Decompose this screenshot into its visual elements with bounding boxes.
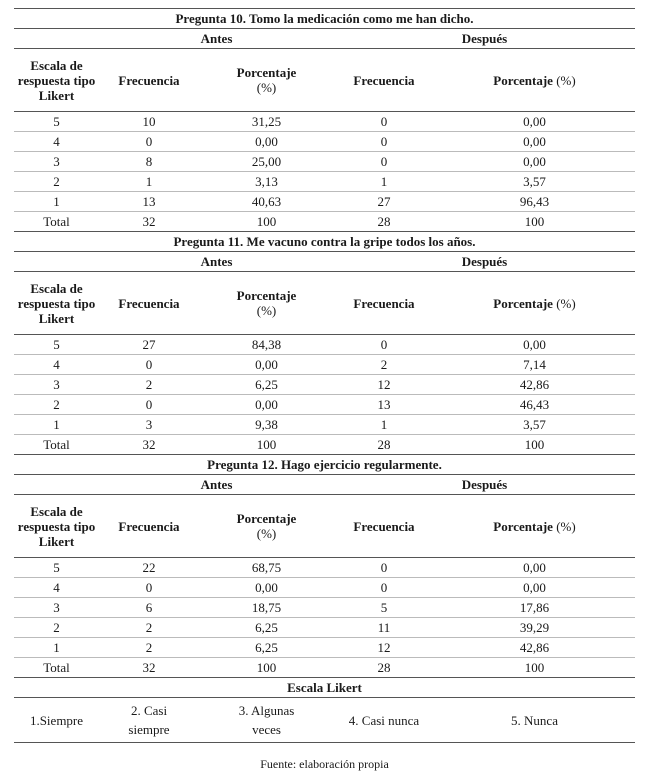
table-row [14, 335, 635, 355]
porcentaje-antes: 18,75 [199, 598, 334, 618]
likert-scale-header-line: respuesta tipo [17, 518, 96, 534]
period-header-row [14, 252, 635, 272]
likert-scale-header-line: Likert [38, 310, 75, 326]
porcentaje-antes-header [199, 49, 334, 112]
likert-scale-header-line: Escala de [30, 57, 83, 73]
likert-scale-header [14, 272, 99, 335]
likert-scale-header [14, 495, 99, 558]
table-row [14, 415, 635, 435]
scale-value: 3 [14, 152, 99, 172]
results-table-body [14, 9, 635, 743]
porcentaje-antes: 0,00 [199, 578, 334, 598]
total-label: Total [14, 212, 99, 232]
table-row [14, 375, 635, 395]
table-row [14, 638, 635, 658]
porcentaje-despues: 42,86 [434, 375, 635, 395]
total-label: Total [14, 435, 99, 455]
frecuencia-antes-header: Frecuencia [99, 49, 199, 112]
source-note: Fuente: elaboración propia [260, 757, 389, 771]
frecuencia-despues: 13 [334, 395, 434, 415]
frecuencia-despues: 0 [334, 132, 434, 152]
porcentaje-antes: 0,00 [199, 395, 334, 415]
scale-value: 5 [14, 558, 99, 578]
scale-value: 4 [14, 132, 99, 152]
frecuencia-despues-header: Frecuencia [334, 272, 434, 335]
likert-scale-header-line: Likert [38, 87, 75, 103]
porcentaje-label: Porcentaje [236, 65, 297, 80]
porcentaje-despues: 7,14 [434, 355, 635, 375]
porcentaje-despues: 39,29 [434, 618, 635, 638]
period-header-row [14, 29, 635, 49]
likert-option-text: 2. Casi [130, 703, 168, 718]
question-title-row [14, 455, 635, 475]
likert-option-text: 5. Nunca [511, 712, 558, 728]
table-row [14, 598, 635, 618]
likert-option [334, 698, 434, 743]
frecuencia-despues: 0 [334, 112, 434, 132]
table-row [14, 578, 635, 598]
porcentaje-despues: 3,57 [434, 415, 635, 435]
porcentaje-antes: 0,00 [199, 132, 334, 152]
likert-scale-header [14, 49, 99, 112]
porcentaje-antes: 25,00 [199, 152, 334, 172]
porcentaje-despues: 100 [434, 435, 635, 455]
porcentaje-despues: 0,00 [434, 132, 635, 152]
porcentaje-despues: 3,57 [434, 172, 635, 192]
column-header-row [14, 272, 635, 335]
scale-value: 5 [14, 335, 99, 355]
frecuencia-antes: 10 [99, 112, 199, 132]
results-table [14, 8, 635, 743]
porcentaje-unit: (%) [256, 526, 277, 541]
porcentaje-antes: 9,38 [199, 415, 334, 435]
period-header-row [14, 475, 635, 495]
porcentaje-despues: 0,00 [434, 578, 635, 598]
table-row [14, 152, 635, 172]
frecuencia-despues-header: Frecuencia [334, 495, 434, 558]
likert-title-row [14, 678, 635, 698]
frecuencia-despues: 28 [334, 658, 434, 678]
table-row [14, 132, 635, 152]
total-row [14, 658, 635, 678]
antes-header: Antes [99, 29, 334, 49]
scale-value: 3 [14, 375, 99, 395]
frecuencia-despues: 28 [334, 435, 434, 455]
frecuencia-antes: 0 [99, 355, 199, 375]
porcentaje-despues: 0,00 [434, 558, 635, 578]
question-title-row [14, 9, 635, 29]
porcentaje-label: Porcentaje [493, 518, 553, 534]
frecuencia-antes-header: Frecuencia [99, 272, 199, 335]
frecuencia-antes: 8 [99, 152, 199, 172]
likert-option [99, 698, 199, 743]
frecuencia-antes: 13 [99, 192, 199, 212]
frecuencia-antes: 0 [99, 578, 199, 598]
scale-value: 2 [14, 618, 99, 638]
total-row [14, 212, 635, 232]
scale-value: 1 [14, 638, 99, 658]
porcentaje-despues-header [434, 49, 635, 112]
despues-header: Después [334, 252, 635, 272]
frecuencia-antes: 27 [99, 335, 199, 355]
table-row [14, 355, 635, 375]
frecuencia-despues: 1 [334, 415, 434, 435]
porcentaje-antes: 31,25 [199, 112, 334, 132]
porcentaje-antes: 40,63 [199, 192, 334, 212]
porcentaje-despues-header [434, 272, 635, 335]
porcentaje-antes-header [199, 495, 334, 558]
likert-scale-header-line: Escala de [30, 503, 83, 519]
frecuencia-antes: 32 [99, 658, 199, 678]
likert-scale-header-line: respuesta tipo [17, 295, 96, 311]
frecuencia-antes: 6 [99, 598, 199, 618]
question-title: Pregunta 10. Tomo la medicación como me han dicho. [14, 9, 635, 29]
frecuencia-despues: 1 [334, 172, 434, 192]
likert-option-text: 1.Siempre [29, 712, 84, 728]
question-title: Pregunta 12. Hago ejercicio regularmente. [14, 455, 635, 475]
porcentaje-antes: 3,13 [199, 172, 334, 192]
frecuencia-despues-header: Frecuencia [334, 49, 434, 112]
table-row [14, 558, 635, 578]
antes-header: Antes [99, 475, 334, 495]
results-document [14, 8, 635, 772]
likert-option-text: veces [252, 722, 281, 737]
frecuencia-antes: 32 [99, 212, 199, 232]
group-spacer [14, 475, 99, 495]
likert-scale-header-line: respuesta tipo [17, 72, 96, 88]
frecuencia-antes: 2 [99, 375, 199, 395]
frecuencia-antes: 22 [99, 558, 199, 578]
likert-option-text: siempre [128, 722, 170, 737]
porcentaje-despues: 96,43 [434, 192, 635, 212]
despues-header: Después [334, 29, 635, 49]
likert-option [14, 698, 99, 743]
table-row [14, 172, 635, 192]
frecuencia-antes: 2 [99, 618, 199, 638]
frecuencia-antes: 2 [99, 638, 199, 658]
table-row [14, 112, 635, 132]
porcentaje-antes: 100 [199, 435, 334, 455]
porcentaje-despues: 42,86 [434, 638, 635, 658]
group-spacer [14, 252, 99, 272]
frecuencia-antes: 1 [99, 172, 199, 192]
scale-value: 3 [14, 598, 99, 618]
likert-scale-title: Escala Likert [14, 678, 635, 698]
frecuencia-despues: 5 [334, 598, 434, 618]
table-row [14, 192, 635, 212]
porcentaje-despues: 0,00 [434, 112, 635, 132]
porcentaje-despues: 100 [434, 212, 635, 232]
porcentaje-unit: (%) [552, 72, 576, 88]
porcentaje-despues: 17,86 [434, 598, 635, 618]
frecuencia-antes: 0 [99, 395, 199, 415]
porcentaje-unit: (%) [552, 518, 576, 534]
porcentaje-antes: 6,25 [199, 618, 334, 638]
porcentaje-despues: 100 [434, 658, 635, 678]
porcentaje-despues: 46,43 [434, 395, 635, 415]
porcentaje-antes: 100 [199, 658, 334, 678]
antes-header: Antes [99, 252, 334, 272]
porcentaje-antes: 68,75 [199, 558, 334, 578]
likert-option [199, 698, 334, 743]
table-row [14, 395, 635, 415]
frecuencia-despues: 28 [334, 212, 434, 232]
porcentaje-label: Porcentaje [236, 288, 297, 303]
porcentaje-unit: (%) [552, 295, 576, 311]
frecuencia-despues: 12 [334, 375, 434, 395]
porcentaje-label: Porcentaje [236, 511, 297, 526]
porcentaje-antes-header [199, 272, 334, 335]
frecuencia-antes-header: Frecuencia [99, 495, 199, 558]
frecuencia-antes: 32 [99, 435, 199, 455]
frecuencia-antes: 3 [99, 415, 199, 435]
porcentaje-antes: 0,00 [199, 355, 334, 375]
frecuencia-despues: 0 [334, 335, 434, 355]
likert-legend-row [14, 698, 635, 743]
despues-header: Después [334, 475, 635, 495]
scale-value: 2 [14, 172, 99, 192]
frecuencia-despues: 2 [334, 355, 434, 375]
porcentaje-despues-header [434, 495, 635, 558]
scale-value: 2 [14, 395, 99, 415]
porcentaje-despues: 0,00 [434, 152, 635, 172]
table-row [14, 618, 635, 638]
column-header-row [14, 495, 635, 558]
likert-scale-header-line: Escala de [30, 280, 83, 296]
porcentaje-antes: 6,25 [199, 638, 334, 658]
scale-value: 1 [14, 192, 99, 212]
question-title-row [14, 232, 635, 252]
question-title: Pregunta 11. Me vacuno contra la gripe todos los años. [14, 232, 635, 252]
scale-value: 5 [14, 112, 99, 132]
scale-value: 4 [14, 578, 99, 598]
porcentaje-antes: 6,25 [199, 375, 334, 395]
total-row [14, 435, 635, 455]
frecuencia-antes: 0 [99, 132, 199, 152]
scale-value: 4 [14, 355, 99, 375]
porcentaje-antes: 100 [199, 212, 334, 232]
likert-option-text: 3. Algunas [238, 703, 295, 718]
total-label: Total [14, 658, 99, 678]
porcentaje-label: Porcentaje [493, 72, 553, 88]
porcentaje-unit: (%) [256, 80, 277, 95]
porcentaje-despues: 0,00 [434, 335, 635, 355]
likert-scale-header-line: Likert [38, 533, 75, 549]
likert-option-text: 4. Casi nunca [348, 712, 420, 728]
column-header-row [14, 49, 635, 112]
frecuencia-despues: 0 [334, 152, 434, 172]
porcentaje-antes: 84,38 [199, 335, 334, 355]
group-spacer [14, 29, 99, 49]
frecuencia-despues: 12 [334, 638, 434, 658]
likert-option [434, 698, 635, 743]
frecuencia-despues: 0 [334, 558, 434, 578]
porcentaje-label: Porcentaje [493, 295, 553, 311]
scale-value: 1 [14, 415, 99, 435]
frecuencia-despues: 11 [334, 618, 434, 638]
frecuencia-despues: 0 [334, 578, 434, 598]
frecuencia-despues: 27 [334, 192, 434, 212]
porcentaje-unit: (%) [256, 303, 277, 318]
